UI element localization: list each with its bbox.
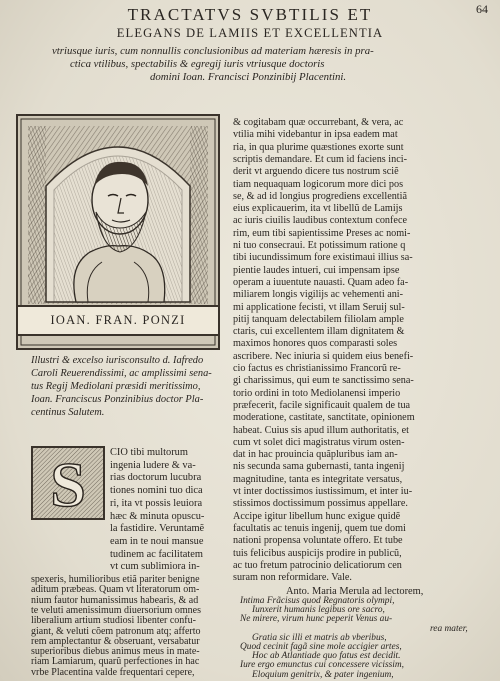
body-line: tiam nequaquam logicorum more dici pos [233,178,404,190]
poem-line: Iunxerit humanis legibus ore sacro, [252,605,385,616]
body-line: tiones nomini tuo dica [110,485,203,497]
body-line: liberalium artium studiosi libenter confu- [31,615,196,627]
body-line: ingenia ludere & va- [110,459,196,471]
initial-ornament [33,448,103,518]
initial-letter: S [50,449,86,518]
body-line: ac iuris ciuilis laudibus contextum confece [233,215,407,227]
body-line: stissimos doctissimum possimus appellare. [233,498,408,510]
body-line: ctaris, cui excellentem illam dignitatem & [233,326,405,338]
poem-line: Ne mirere, virum hunc peperit Venus au- [240,614,393,625]
body-line: dat in hac prouincia quãpluribus iam an- [233,449,398,461]
poem-line: Eloquium genitrix, & pater ingenium, [252,669,394,680]
body-line: magnitudine, tanta es integritate versatus, [233,473,403,485]
body-line: nium fautor humanissimus habearis, & ad [31,594,199,606]
body-line: rim, eum tibi sapientissime Preses ac nomi- [233,227,411,239]
body-line: la fastidire. Veruntamẽ [110,523,205,535]
body-line: se, & ad id longius progrediens excellentiã [233,190,407,202]
poem-line: Gratia sic illi et matris ab vberibus, [252,632,387,643]
body-line: scriptis demandare. Et cum id faciens inci- [233,153,407,165]
body-line: nis secunda sama gubernasti, tanta ingenij [233,461,405,473]
body-line: tuis felicibus auspicijs prodire in publicũ, [233,547,402,559]
body-line: superioribus diebus animus meus in mate- [31,646,200,658]
dedication-line: Illustri & excelso iurisconsulto d. Iafredo [31,355,204,366]
body-line: eam in te noui mansue [110,535,204,547]
body-line: aditum præbeas. Quam vt literatorum om- [31,584,200,596]
dedication-line: Caroli Reuerendissimi, ac amplissimi sena- [31,368,212,379]
poem-heading: Anto. Maria Merula ad lectorem, [286,586,424,597]
body-line: giant, & veluti cõem patronum atq; afferto [31,625,201,637]
dedication-line: Ioan. Franciscus Ponzinibius doctor Pla- [31,394,204,405]
body-line: gi charissimus, qui eum te sanctissimo sena- [233,375,414,387]
body-line: nationi propensa voluntate offero. Et tube [233,535,403,547]
dedication-line: centinus Salutem. [31,407,105,418]
poem-line: Intima Frãcisus quod Regnatoris olympi, [240,596,395,606]
decorated-initial [31,446,105,520]
body-line: hæc & minuta opuscu- [110,510,205,522]
body-line: CIO tibi multorum [110,447,188,458]
body-line: maximos honores quos comparasti soles [233,338,398,350]
body-line: derit vt arguendo dicere tus nostrum sciẽ [233,166,399,178]
body-line: & cogitabam quæ occurrebant, & vera, ac [233,117,404,128]
body-line: cum vt solet dici magistratus virum osten- [233,436,405,448]
body-line: tibi iucundissimum fore existimaui illius sa- [233,252,413,264]
body-line: miliarem longis vigilijs ac vehementi ani- [233,289,404,301]
body-line: suram non reformidare. Vale. [233,572,352,584]
body-line: ni tuo consecraui. Et potissimum ratione q [233,240,406,251]
body-line: Accipe igitur libellum hunc exigue quidẽ [233,510,401,522]
body-line: rem amplectantur & obseruant, versabatur [31,635,200,647]
poem-line: Hoc ab Atlantiade quo fatus est decidit. [252,651,401,662]
body-line: vt cum sublimiora in- [110,561,200,573]
body-line: ascribere. Nec iniuria si quidem eius benefi- [233,350,414,362]
body-line: vt inter doctissimos iustissimum, et inter iu- [233,486,413,497]
body-line: torio ordini in toto Mediolanensi imperio [233,387,401,399]
body-line: ri, ita vt possis leuiora [110,497,203,509]
body-line: vtilia mihi videbantur in ipsa eadem mat [233,129,398,141]
subtitle-line-1: vtriusque iuris, cum nonnullis conclusionibus ad materiam hæresis in pra- [52,45,374,57]
dedication-line: tus Regij Mediolani præsidi meritissimo, [31,381,201,392]
body-line: riam Lamiarum, quarũ perfectiones in hac [31,656,200,668]
body-line: ac tuo fretum patrocinio delicatiorum cen [233,559,402,571]
body-line: spexeris, humilioribus etiã pariter benigne [31,574,200,585]
body-line: habeat. Cuius sis apud illum authoritatis, et [233,424,409,436]
portrait-woodcut [16,114,220,350]
title-line-2: ELEGANS DE LAMIIS ET EXCELLENTIA [116,26,384,40]
body-line: eius explicauerim, ita vt libellũ de Lamijs [233,203,403,215]
body-line: pientie laudes intueri, cui impensam ipse [233,264,400,276]
subtitle-line-3: domini Ioan. Francisci Ponzinibij Placentini. [150,71,347,83]
body-line: moderatione, castitate, sanctitate, opinionem [233,412,415,424]
title-line-1: TRACTATVS SVBTILIS ET [127,5,373,24]
body-line: te veluti amenissimum diuersorium omnes [31,604,201,616]
poem-line: rea mater, [430,623,468,634]
body-line: rias doctorum lucubra [110,472,202,484]
body-line: pitij tanquam delectabilem filiolam ample [233,313,404,325]
body-line: operam a iuuentute nauasti. Quam adeo fa- [233,276,409,288]
body-line: tudinem ac facilitatem [110,548,203,560]
subtitle-line-2: ctica vtilibus, spectabilis & egregij iuris vtriusque doctoris [70,58,325,70]
portrait-caption: IOAN. FRAN. PONZI [18,305,218,336]
body-line: cio factus es christianissimo Francorũ re- [233,363,401,374]
body-line: mi applicatione fecisti, vt illam Seruij sul- [233,301,405,313]
page-number: 64 [476,2,488,16]
body-line: vrbe Placentina valde frequentari cepere, [31,666,195,678]
body-line: facultatis ac tenuis ingenij, quem tue domi [233,522,406,534]
body-line: præfecerit, facile significauit qualem de tua [233,399,411,411]
body-line: ria, in qua plurime quæstiones exorte sunt [233,141,404,153]
poem-line: Quod cecinit fagã sine mole accigier artes, [240,642,402,652]
poem-line: Iure ergo emunctus cui concessere vicissim, [240,660,405,671]
